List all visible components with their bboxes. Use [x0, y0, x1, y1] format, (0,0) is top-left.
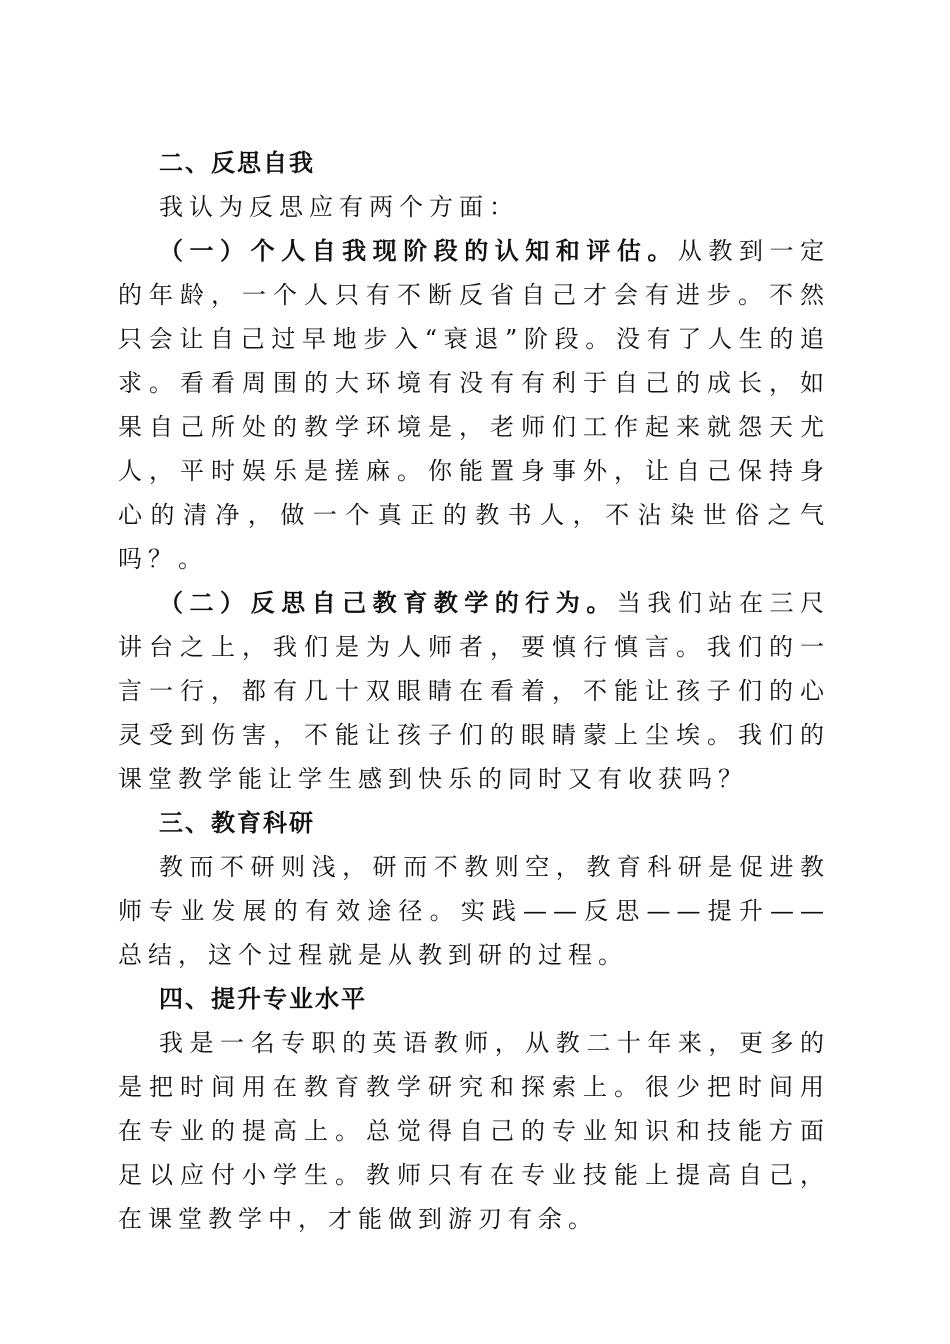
paragraph	[118, 185, 830, 229]
paragraph-text: 当我们站在三尺讲台之上，我们是为人师者，要慎行慎言。我们的一言一行，都有几十双眼睛在看着，不能让孩子们的心灵受到伤害，不能让孩子们的眼睛蒙上尘埃。我们的课堂教学能让学生感到快乐的同时又有收获吗？	[118, 589, 831, 793]
section-heading-research: 三、教育科研	[159, 809, 315, 837]
paragraph-text: 我认为反思应有两个方面：	[159, 193, 519, 221]
paragraph-text: 我是一名专职的英语教师，从教二十年来，更多的是把时间用在教育教学研究和探索上。很少把时间用在专业的提高上。总觉得自己的专业知识和技能方面足以应付小学生。教师只有在专业技能上提高自己，在课堂教学中，才能做到游刃有余。	[118, 1029, 830, 1233]
paragraph	[118, 581, 830, 801]
section-heading-professional: 四、提升专业水平	[159, 985, 367, 1013]
section-heading-reflection: 二、反思自我	[159, 149, 315, 177]
paragraph-text: 从教到一定的年龄，一个人只有不断反省自己才会有进步。不然只会让自己过早地步入“衰退”阶段。没有了人生的追求。看看周围的大环境有没有有利于自己的成长，如果自己所处的教学环境是，老师们工作起来就怨天尤人，平时娱乐是搓麻。你能置身事外，让自己保持身心的清净，做一个真正的教书人，不沾染世俗之气吗？。	[118, 237, 831, 573]
paragraph-lead: （一）个人自我现阶段的认知和评估。	[159, 236, 678, 265]
paragraph-text: 教而不研则浅，研而不教则空，教育科研是促进教师专业发展的有效途径。实践——反思——提升——总结，这个过程就是从教到研的过程。	[118, 853, 830, 969]
paragraph-lead: （二）反思自己教育教学的行为。	[159, 588, 617, 617]
paragraph	[118, 229, 830, 581]
document-body	[118, 141, 830, 1241]
paragraph	[118, 845, 830, 977]
paragraph	[118, 1021, 830, 1241]
